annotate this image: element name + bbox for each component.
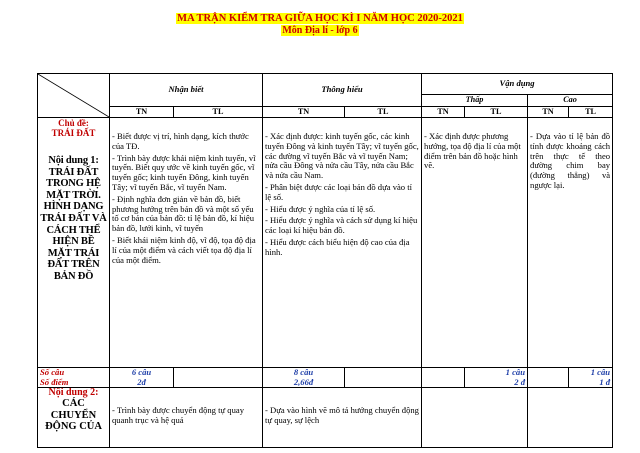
header-thap: Thấp bbox=[422, 95, 528, 107]
header-nhan-biet: Nhận biết bbox=[110, 74, 263, 107]
matrix-table bbox=[37, 73, 613, 448]
th-item: - Hiểu được ý nghĩa và cách sử dụng kí hiệu các loại kí hiệu bản đồ. bbox=[265, 215, 418, 236]
header-th-tl: TL bbox=[345, 107, 422, 118]
page-subtitle: Môn Địa lí - lớp 6 bbox=[282, 25, 358, 36]
header-th-tn: TN bbox=[263, 107, 345, 118]
header-nb-tn: TN bbox=[110, 107, 174, 118]
thong-hieu-content bbox=[263, 118, 422, 368]
topic-cell bbox=[38, 118, 110, 368]
nb-item: - Định nghĩa đơn giản về bản đồ, biết phương hướng trên bản đồ và một số yếu tố cơ bản của bản đồ: tỉ lệ bản đồ, kí hiệu bản đồ, lưới kinh, vĩ tuyến bbox=[112, 193, 255, 234]
thap-tn-count bbox=[422, 368, 465, 388]
so-cau-label: Số câu bbox=[40, 367, 65, 377]
page-title: MA TRẬN KIỂM TRA GIỮA HỌC KÌ I NĂM HỌC 2020-2021 bbox=[177, 13, 463, 24]
th-item: - Hiểu được cách biểu hiện độ cao của địa hình. bbox=[265, 236, 410, 257]
nhan-biet-content bbox=[110, 118, 263, 368]
nd2-cao bbox=[528, 388, 613, 448]
corner-cell bbox=[38, 74, 110, 118]
header-thap-tl: TL bbox=[465, 107, 528, 118]
nb-tn-count: 6 câu 2đ bbox=[110, 368, 174, 388]
cao-tl-count: 1 câu 1 đ bbox=[569, 368, 613, 388]
noi-dung-2-cell bbox=[38, 388, 110, 448]
nb-item: - Biết khái niệm kinh độ, vĩ độ, tọa độ địa lí của một điểm và cách viết tọa độ địa lí của một điểm. bbox=[112, 234, 256, 265]
thap-tl-count: 1 câu 2 đ bbox=[465, 368, 528, 388]
chu-de-name: TRÁI ĐẤT bbox=[51, 128, 96, 138]
th-tl-count bbox=[345, 368, 422, 388]
header-cao-tn: TN bbox=[528, 107, 569, 118]
van-dung-cao-content: - Dựa vào tỉ lệ bản đồ tính được khoảng cách trên thực tế theo đường chim bay (đường thẳng) và ngược lại. bbox=[528, 118, 613, 368]
nd2-nhan-biet: - Trình bày được chuyển động tự quay quanh trục và hệ quả bbox=[110, 388, 263, 448]
cao-tn-count bbox=[528, 368, 569, 388]
noi-dung-1: Nội dung 1: TRÁI ĐẤT TRONG HỆ MẶT TRỜI. HÌNH DẠNG TRÁI ĐẤT VÀ CÁCH THỂ HIỆN BỀ MẶT TRÁI ĐẤT TRÊN BẢN ĐỒ bbox=[40, 155, 107, 282]
nb-item: - Trình bày được khái niệm kinh tuyến, vĩ tuyến. Biết quy ước về kinh tuyến gốc, vĩ tuyến gốc; kinh tuyến Đông, kinh tuyến Tây; vĩ tuyến Bắc, vĩ tuyến Nam. bbox=[112, 152, 256, 192]
header-cao-tl: TL bbox=[569, 107, 613, 118]
nb-tl-count bbox=[174, 368, 263, 388]
chu-de-label: Chủ đề: bbox=[58, 118, 89, 128]
th-item: - Xác định được: kinh tuyến gốc, các kinh tuyến Đông và kinh tuyến Tây; vĩ tuyến gốc, các đường vĩ tuyến Bắc và vĩ tuyến Nam; nửa cầu Đông và nửa cầu Tây, nửa cầu Bắc và nửa cầu Nam. bbox=[265, 131, 419, 181]
th-item: - Phân biệt được các loại bản đồ dựa vào tỉ lệ số. bbox=[265, 181, 413, 202]
so-diem-label: Số điểm bbox=[40, 376, 69, 387]
header-thap-tn: TN bbox=[422, 107, 465, 118]
count-label-cell bbox=[38, 368, 110, 388]
noi-dung-2-label: Nội dung 2: bbox=[48, 387, 99, 398]
header-thong-hieu: Thông hiểu bbox=[263, 74, 422, 107]
van-dung-thap-content: - Xác định được phương hướng, tọa độ địa lí của một điểm trên bản đồ hoặc hình vẽ. bbox=[422, 118, 528, 368]
noi-dung-2-text: CÁC CHUYỂN ĐỘNG CỦA bbox=[45, 398, 102, 433]
header-cao: Cao bbox=[528, 95, 613, 107]
header-van-dung: Vận dụng bbox=[422, 74, 613, 95]
nd2-thong-hieu: - Dựa vào hình vẽ mô tả hướng chuyển động tự quay, sự lệch bbox=[263, 388, 422, 448]
th-item: - Hiểu được ý nghĩa của tỉ lệ số. bbox=[265, 203, 376, 214]
nb-item: - Biết được vị trí, hình dạng, kích thước của TĐ. bbox=[112, 131, 249, 151]
header-nb-tl: TL bbox=[174, 107, 263, 118]
th-tn-count: 8 câu 2,66đ bbox=[263, 368, 345, 388]
nd2-thap bbox=[422, 388, 528, 448]
